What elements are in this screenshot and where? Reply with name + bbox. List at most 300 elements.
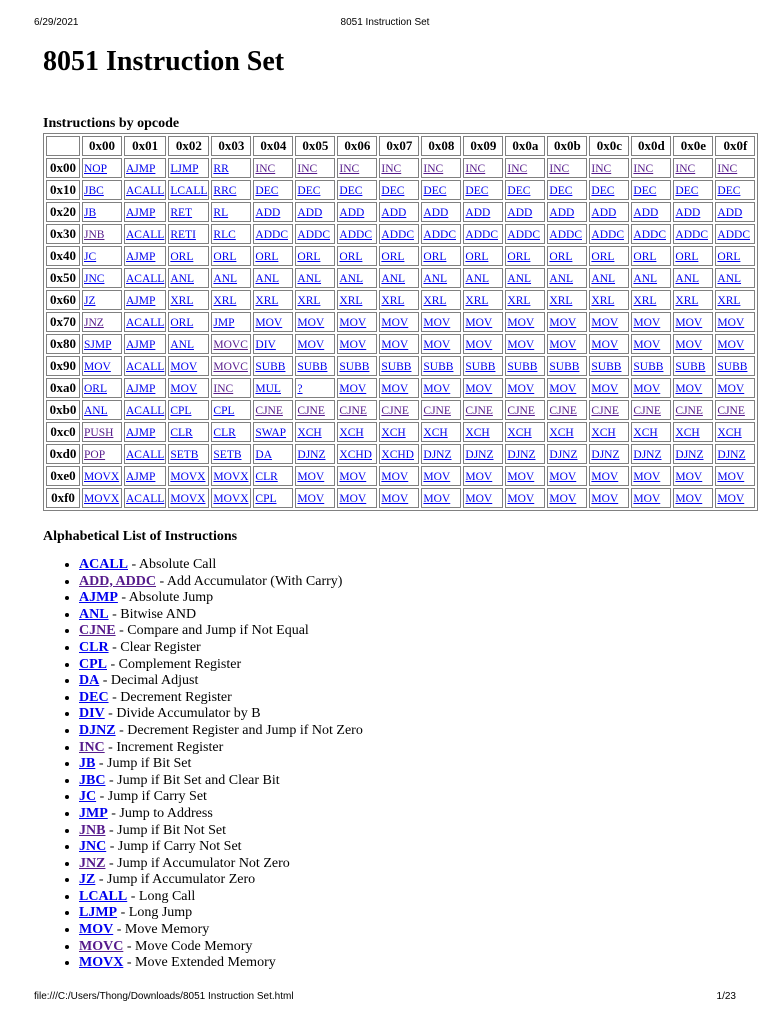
opcode-link[interactable]: XCH xyxy=(381,426,406,439)
opcode-link[interactable]: DEC xyxy=(255,184,279,197)
opcode-cell xyxy=(673,224,713,244)
opcode-link[interactable]: SETB xyxy=(213,448,242,461)
instruction-link[interactable]: DA xyxy=(79,673,100,689)
opcode-link[interactable]: ADD xyxy=(423,206,449,219)
opcode-link[interactable]: DEC xyxy=(507,184,531,197)
opcode-link[interactable]: MOV xyxy=(465,382,493,395)
opcode-link[interactable]: JC xyxy=(84,250,97,263)
opcode-link[interactable]: CJNE xyxy=(297,404,325,417)
opcode-link[interactable]: SUBB xyxy=(255,360,286,373)
opcode-link[interactable]: DEC xyxy=(717,184,741,197)
opcode-link[interactable]: ADD xyxy=(381,206,407,219)
opcode-link[interactable]: ACALL xyxy=(126,404,165,417)
opcode-link[interactable]: ADDC xyxy=(717,228,750,241)
opcode-link[interactable]: MOVX xyxy=(170,470,206,483)
opcode-link[interactable]: MOV xyxy=(339,316,367,329)
opcode-link[interactable]: MOV xyxy=(297,338,325,351)
opcode-link[interactable]: AJMP xyxy=(126,338,156,351)
opcode-link[interactable]: RETI xyxy=(170,228,196,241)
opcode-cell xyxy=(211,290,251,310)
opcode-link[interactable]: MOV xyxy=(170,382,198,395)
opcode-link[interactable]: ADD xyxy=(591,206,617,219)
opcode-link[interactable]: MOV xyxy=(84,360,111,373)
opcode-link[interactable]: ANL xyxy=(84,404,108,417)
opcode-link[interactable]: MOV xyxy=(717,382,745,395)
opcode-link[interactable]: CJNE xyxy=(591,404,619,417)
opcode-link[interactable]: ADD xyxy=(339,206,365,219)
opcode-link[interactable]: MOVX xyxy=(213,492,249,505)
opcode-link[interactable]: INC xyxy=(633,162,654,175)
opcode-link[interactable]: MOV xyxy=(549,492,577,505)
opcode-link[interactable]: CPL xyxy=(255,492,277,505)
instruction-link[interactable]: JC xyxy=(79,789,97,805)
opcode-link[interactable]: DJNZ xyxy=(465,448,494,461)
opcode-link[interactable]: ANL xyxy=(213,272,238,285)
opcode-link[interactable]: ADDC xyxy=(381,228,414,241)
opcode-link[interactable]: INC xyxy=(549,162,570,175)
opcode-link[interactable]: INC xyxy=(717,162,738,175)
instruction-link[interactable]: ADD, ADDC xyxy=(79,573,156,589)
opcode-link[interactable]: DEC xyxy=(339,184,363,197)
opcode-link[interactable]: MOV xyxy=(339,492,367,505)
opcode-link[interactable]: ADD xyxy=(633,206,659,219)
opcode-link[interactable]: MOV xyxy=(507,338,535,351)
instruction-link[interactable]: JNB xyxy=(79,822,106,838)
opcode-link[interactable]: XCH xyxy=(675,426,700,439)
opcode-link[interactable]: ORL xyxy=(381,250,405,263)
opcode-link[interactable]: AJMP xyxy=(126,426,156,439)
opcode-link[interactable]: SUBB xyxy=(465,360,496,373)
instruction-link[interactable]: ANL xyxy=(79,606,109,622)
opcode-link[interactable]: SETB xyxy=(170,448,199,461)
opcode-link[interactable]: MOV xyxy=(423,316,451,329)
opcode-link[interactable]: XRL xyxy=(423,294,447,307)
opcode-link[interactable]: MOVX xyxy=(213,470,249,483)
opcode-link[interactable]: XRL xyxy=(549,294,573,307)
opcode-link[interactable]: MOV xyxy=(423,492,451,505)
opcode-cell xyxy=(673,158,713,178)
opcode-link[interactable]: CJNE xyxy=(633,404,661,417)
opcode-link[interactable]: ACALL xyxy=(126,228,165,241)
opcode-link[interactable]: ORL xyxy=(591,250,615,263)
opcode-link[interactable]: ORL xyxy=(170,316,194,329)
opcode-link[interactable]: ACALL xyxy=(126,272,165,285)
instruction-link[interactable]: CJNE xyxy=(79,623,116,639)
opcode-link[interactable]: JZ xyxy=(84,294,96,307)
opcode-link[interactable]: DJNZ xyxy=(717,448,746,461)
instruction-link[interactable]: JMP xyxy=(79,805,108,821)
instruction-link[interactable]: CLR xyxy=(79,639,109,655)
opcode-link[interactable]: MOV xyxy=(633,492,661,505)
opcode-link[interactable]: XCHD xyxy=(339,448,372,461)
opcode-link[interactable]: DEC xyxy=(423,184,447,197)
opcode-link[interactable]: CJNE xyxy=(549,404,577,417)
opcode-link[interactable]: ADDC xyxy=(549,228,582,241)
opcode-link[interactable]: ANL xyxy=(297,272,322,285)
opcode-link[interactable]: SUBB xyxy=(423,360,454,373)
opcode-link[interactable]: MOV xyxy=(297,470,325,483)
instruction-link[interactable]: INC xyxy=(79,739,105,755)
instruction-link[interactable]: DJNZ xyxy=(79,722,116,738)
opcode-link[interactable]: MOV xyxy=(423,470,451,483)
instruction-link[interactable]: AJMP xyxy=(79,590,118,606)
opcode-link[interactable]: DEC xyxy=(591,184,615,197)
opcode-link[interactable]: MOVC xyxy=(213,360,248,373)
opcode-link[interactable]: AJMP xyxy=(126,382,156,395)
opcode-link[interactable]: MOV xyxy=(591,316,619,329)
opcode-link[interactable]: CLR xyxy=(213,426,236,439)
opcode-cell xyxy=(211,268,251,288)
opcode-link[interactable]: ORL xyxy=(507,250,531,263)
opcode-link[interactable]: ADD xyxy=(717,206,743,219)
opcode-link[interactable]: MOV xyxy=(381,316,409,329)
opcode-link[interactable]: MOV xyxy=(507,382,535,395)
column-header: 0x04 xyxy=(253,136,293,156)
opcode-link[interactable]: ORL xyxy=(255,250,279,263)
opcode-link[interactable]: XRL xyxy=(255,294,279,307)
opcode-link[interactable]: ADDC xyxy=(591,228,624,241)
opcode-link[interactable]: XRL xyxy=(591,294,615,307)
opcode-link[interactable]: ANL xyxy=(717,272,742,285)
instruction-description: - Clear Register xyxy=(108,639,201,655)
opcode-link[interactable]: INC xyxy=(423,162,444,175)
instruction-link[interactable]: DIV xyxy=(79,706,105,722)
opcode-link[interactable]: RR xyxy=(213,162,229,175)
opcode-link[interactable]: DJNZ xyxy=(423,448,452,461)
opcode-link[interactable]: INC xyxy=(297,162,318,175)
opcode-link[interactable]: SUBB xyxy=(507,360,538,373)
opcode-link[interactable]: ANL xyxy=(549,272,574,285)
opcode-cell xyxy=(168,246,209,266)
opcode-link[interactable]: DJNZ xyxy=(297,448,326,461)
opcode-link[interactable]: CLR xyxy=(170,426,193,439)
opcode-link[interactable]: MOV xyxy=(633,470,661,483)
opcode-link[interactable]: MOV xyxy=(255,316,283,329)
opcode-link[interactable]: ANL xyxy=(255,272,280,285)
opcode-link[interactable]: ADDC xyxy=(633,228,666,241)
opcode-cell xyxy=(253,224,293,244)
opcode-link[interactable]: ORL xyxy=(213,250,237,263)
instruction-link[interactable]: MOV xyxy=(79,922,114,938)
opcode-link[interactable]: XRL xyxy=(633,294,657,307)
opcode-link[interactable]: MOV xyxy=(591,492,619,505)
opcode-link[interactable]: MOV xyxy=(717,338,745,351)
instruction-list-item xyxy=(79,723,363,740)
opcode-link[interactable]: RLC xyxy=(213,228,236,241)
opcode-cell xyxy=(253,334,293,354)
opcode-link[interactable]: XRL xyxy=(717,294,741,307)
opcode-link[interactable]: DEC xyxy=(381,184,405,197)
opcode-link[interactable]: MOV xyxy=(339,382,367,395)
opcode-link[interactable]: INC xyxy=(381,162,402,175)
instruction-link[interactable]: JNZ xyxy=(79,855,106,871)
opcode-link[interactable]: ANL xyxy=(170,272,194,285)
opcode-link[interactable]: ORL xyxy=(465,250,489,263)
opcode-link[interactable]: MOV xyxy=(633,382,661,395)
opcode-link[interactable]: JMP xyxy=(213,316,235,329)
instruction-link[interactable]: JBC xyxy=(79,772,106,788)
opcode-link[interactable]: CLR xyxy=(255,470,278,483)
opcode-link[interactable]: ADD xyxy=(675,206,701,219)
opcode-link[interactable]: DA xyxy=(255,448,273,461)
opcode-link[interactable]: MOV xyxy=(423,382,451,395)
opcode-link[interactable]: ADD xyxy=(465,206,491,219)
opcode-link[interactable]: RET xyxy=(170,206,193,219)
opcode-link[interactable]: MOV xyxy=(465,492,493,505)
opcode-link[interactable]: XCH xyxy=(465,426,490,439)
opcode-link[interactable]: SUBB xyxy=(675,360,706,373)
opcode-link[interactable]: CJNE xyxy=(381,404,409,417)
opcode-link[interactable]: JNB xyxy=(84,228,105,241)
opcode-link[interactable]: MOVC xyxy=(213,338,248,351)
opcode-link[interactable]: XRL xyxy=(465,294,489,307)
opcode-link[interactable]: XCH xyxy=(339,426,364,439)
opcode-link[interactable]: MUL xyxy=(255,382,281,395)
opcode-link[interactable]: ORL xyxy=(339,250,363,263)
opcode-link[interactable]: SUBB xyxy=(717,360,748,373)
opcode-link[interactable]: CJNE xyxy=(675,404,703,417)
opcode-link[interactable]: MOV xyxy=(423,338,451,351)
opcode-link[interactable]: ADD xyxy=(297,206,323,219)
opcode-link[interactable]: XCH xyxy=(591,426,616,439)
opcode-link[interactable]: DJNZ xyxy=(591,448,620,461)
opcode-link[interactable]: AJMP xyxy=(126,250,156,263)
instruction-link[interactable]: LJMP xyxy=(79,905,118,921)
opcode-link[interactable]: ANL xyxy=(591,272,616,285)
opcode-link[interactable]: INC xyxy=(675,162,696,175)
opcode-link[interactable]: CJNE xyxy=(423,404,451,417)
opcode-link[interactable]: XRL xyxy=(381,294,405,307)
opcode-link[interactable]: INC xyxy=(507,162,528,175)
opcode-link[interactable]: CJNE xyxy=(465,404,493,417)
instruction-link[interactable]: MOVX xyxy=(79,955,124,971)
opcode-cell xyxy=(379,246,419,266)
opcode-link[interactable]: DEC xyxy=(675,184,699,197)
opcode-link[interactable]: MOVX xyxy=(84,492,120,505)
opcode-link[interactable]: ? xyxy=(297,382,303,395)
opcode-link[interactable]: XCH xyxy=(297,426,322,439)
opcode-link[interactable]: CJNE xyxy=(339,404,367,417)
opcode-link[interactable]: MOV xyxy=(297,316,325,329)
opcode-link[interactable]: MOV xyxy=(381,338,409,351)
opcode-link[interactable]: DJNZ xyxy=(507,448,536,461)
opcode-link[interactable]: MOV xyxy=(339,470,367,483)
opcode-link[interactable]: RL xyxy=(213,206,229,219)
instruction-link[interactable]: DEC xyxy=(79,689,109,705)
opcode-cell xyxy=(295,378,335,398)
opcode-link[interactable]: AJMP xyxy=(126,294,156,307)
opcode-link[interactable]: MOV xyxy=(675,316,703,329)
opcode-link[interactable]: MOV xyxy=(381,470,409,483)
opcode-link[interactable]: MOV xyxy=(381,382,409,395)
opcode-link[interactable]: XCH xyxy=(633,426,658,439)
opcode-link[interactable]: JNZ xyxy=(84,316,104,329)
opcode-link[interactable]: MOV xyxy=(549,470,577,483)
opcode-link[interactable]: XCH xyxy=(549,426,574,439)
opcode-link[interactable]: MOV xyxy=(591,382,619,395)
opcode-link[interactable]: XRL xyxy=(213,294,237,307)
opcode-link[interactable]: ADD xyxy=(549,206,575,219)
opcode-link[interactable]: MOV xyxy=(507,470,535,483)
opcode-link[interactable]: SUBB xyxy=(297,360,328,373)
opcode-cell xyxy=(421,378,461,398)
opcode-link[interactable]: DEC xyxy=(465,184,489,197)
opcode-link[interactable]: ADDC xyxy=(255,228,288,241)
opcode-link[interactable]: MOV xyxy=(717,492,745,505)
opcode-link[interactable]: CJNE xyxy=(507,404,535,417)
opcode-link[interactable]: XRL xyxy=(170,294,194,307)
opcode-link[interactable]: MOV xyxy=(591,338,619,351)
opcode-link[interactable]: DJNZ xyxy=(675,448,704,461)
opcode-link[interactable]: ADDC xyxy=(339,228,372,241)
opcode-link[interactable]: MOVX xyxy=(170,492,206,505)
opcode-link[interactable]: MOV xyxy=(339,338,367,351)
instruction-link[interactable]: ACALL xyxy=(79,557,129,572)
opcode-link[interactable]: XCHD xyxy=(381,448,414,461)
opcode-link[interactable]: DEC xyxy=(549,184,573,197)
opcode-link[interactable]: ANL xyxy=(507,272,532,285)
opcode-link[interactable]: AJMP xyxy=(126,470,156,483)
opcode-link[interactable]: ACALL xyxy=(126,184,165,197)
opcode-link[interactable]: DEC xyxy=(297,184,321,197)
opcode-link[interactable]: POP xyxy=(84,448,106,461)
opcode-link[interactable]: XCH xyxy=(507,426,532,439)
opcode-link[interactable]: ANL xyxy=(339,272,364,285)
opcode-link[interactable]: ORL xyxy=(84,382,107,395)
opcode-link[interactable]: ADD xyxy=(507,206,533,219)
opcode-link[interactable]: ORL xyxy=(170,250,194,263)
opcode-link[interactable]: DJNZ xyxy=(549,448,578,461)
opcode-link[interactable]: ORL xyxy=(717,250,741,263)
opcode-link[interactable]: MOV xyxy=(465,470,493,483)
opcode-link[interactable]: LCALL xyxy=(170,184,208,197)
opcode-link[interactable]: MOV xyxy=(465,338,493,351)
opcode-cell xyxy=(505,444,545,464)
opcode-link[interactable]: MOV xyxy=(633,316,661,329)
instruction-link[interactable]: JNC xyxy=(79,839,107,855)
opcode-link[interactable]: CPL xyxy=(170,404,192,417)
opcode-cell xyxy=(715,334,755,354)
opcode-link[interactable]: ADDC xyxy=(297,228,330,241)
opcode-link[interactable]: INC xyxy=(339,162,360,175)
opcode-link[interactable]: MOV xyxy=(381,492,409,505)
instruction-link[interactable]: LCALL xyxy=(79,888,128,904)
opcode-link[interactable]: XRL xyxy=(297,294,321,307)
opcode-link[interactable]: ANL xyxy=(423,272,448,285)
opcode-link[interactable]: MOV xyxy=(675,382,703,395)
opcode-link[interactable]: ADDC xyxy=(675,228,708,241)
opcode-link[interactable]: AJMP xyxy=(126,206,156,219)
opcode-link[interactable]: MOV xyxy=(507,492,535,505)
instruction-link[interactable]: JZ xyxy=(79,872,96,888)
opcode-link[interactable]: MOV xyxy=(465,316,493,329)
opcode-link[interactable]: XCH xyxy=(423,426,448,439)
opcode-link[interactable]: RRC xyxy=(213,184,237,197)
opcode-link[interactable]: ADD xyxy=(255,206,281,219)
opcode-link[interactable]: INC xyxy=(591,162,612,175)
opcode-link[interactable]: ADDC xyxy=(423,228,456,241)
opcode-link[interactable]: ANL xyxy=(170,338,194,351)
opcode-link[interactable]: SUBB xyxy=(633,360,664,373)
opcode-link[interactable]: SWAP xyxy=(255,426,287,439)
opcode-link[interactable]: ADDC xyxy=(507,228,540,241)
opcode-link[interactable]: MOV xyxy=(717,470,745,483)
opcode-link[interactable]: ANL xyxy=(675,272,700,285)
opcode-link[interactable]: AJMP xyxy=(126,162,156,175)
opcode-cell xyxy=(253,290,293,310)
opcode-link[interactable]: MOVX xyxy=(84,470,120,483)
opcode-link[interactable]: MOV xyxy=(170,360,198,373)
opcode-link[interactable]: MOV xyxy=(675,492,703,505)
opcode-link[interactable]: PUSH xyxy=(84,426,114,439)
opcode-link[interactable]: INC xyxy=(255,162,276,175)
opcode-link[interactable]: JBC xyxy=(84,184,104,197)
opcode-link[interactable]: CJNE xyxy=(255,404,283,417)
opcode-link[interactable]: JNC xyxy=(84,272,105,285)
opcode-link[interactable]: SUBB xyxy=(549,360,580,373)
opcode-link[interactable]: JB xyxy=(84,206,97,219)
opcode-link[interactable]: ORL xyxy=(633,250,657,263)
opcode-link[interactable]: ORL xyxy=(675,250,699,263)
opcode-link[interactable]: ANL xyxy=(381,272,406,285)
opcode-link[interactable]: LJMP xyxy=(170,162,199,175)
opcode-link[interactable]: SUBB xyxy=(381,360,412,373)
opcode-cell xyxy=(253,268,293,288)
opcode-link[interactable]: SUBB xyxy=(591,360,622,373)
opcode-link[interactable]: DIV xyxy=(255,338,276,351)
opcode-link[interactable]: ADDC xyxy=(465,228,498,241)
opcode-link[interactable]: CPL xyxy=(213,404,235,417)
opcode-link[interactable]: MOV xyxy=(297,492,325,505)
opcode-link[interactable]: SJMP xyxy=(84,338,112,351)
opcode-link[interactable]: XRL xyxy=(675,294,699,307)
opcode-link[interactable]: MOV xyxy=(591,470,619,483)
opcode-link[interactable]: ANL xyxy=(633,272,658,285)
opcode-link[interactable]: ANL xyxy=(465,272,490,285)
opcode-link[interactable]: NOP xyxy=(84,162,108,175)
opcode-link[interactable]: MOV xyxy=(549,338,577,351)
opcode-link[interactable]: ACALL xyxy=(126,316,165,329)
opcode-link[interactable]: MOV xyxy=(675,338,703,351)
opcode-link[interactable]: ORL xyxy=(549,250,573,263)
opcode-link[interactable]: ACALL xyxy=(126,448,165,461)
instruction-link[interactable]: JB xyxy=(79,756,96,772)
opcode-link[interactable]: ORL xyxy=(297,250,321,263)
opcode-link[interactable]: SUBB xyxy=(339,360,370,373)
opcode-link[interactable]: MOV xyxy=(633,338,661,351)
opcode-link[interactable]: MOV xyxy=(507,316,535,329)
opcode-link[interactable]: MOV xyxy=(675,470,703,483)
opcode-link[interactable]: XCH xyxy=(717,426,742,439)
opcode-link[interactable]: XRL xyxy=(339,294,363,307)
opcode-link[interactable]: DEC xyxy=(633,184,657,197)
opcode-link[interactable]: ACALL xyxy=(126,360,165,373)
opcode-link[interactable]: MOV xyxy=(717,316,745,329)
opcode-cell xyxy=(547,378,587,398)
opcode-link[interactable]: DJNZ xyxy=(633,448,662,461)
opcode-link[interactable]: CJNE xyxy=(717,404,745,417)
opcode-cell xyxy=(379,202,419,222)
opcode-link[interactable]: MOV xyxy=(549,382,577,395)
opcode-link[interactable]: MOV xyxy=(549,316,577,329)
opcode-link[interactable]: ORL xyxy=(423,250,447,263)
opcode-link[interactable]: ACALL xyxy=(126,492,165,505)
opcode-link[interactable]: INC xyxy=(213,382,234,395)
instruction-link[interactable]: MOVC xyxy=(79,938,124,954)
opcode-link[interactable]: INC xyxy=(465,162,486,175)
instruction-link[interactable]: CPL xyxy=(79,656,107,672)
opcode-link[interactable]: XRL xyxy=(507,294,531,307)
